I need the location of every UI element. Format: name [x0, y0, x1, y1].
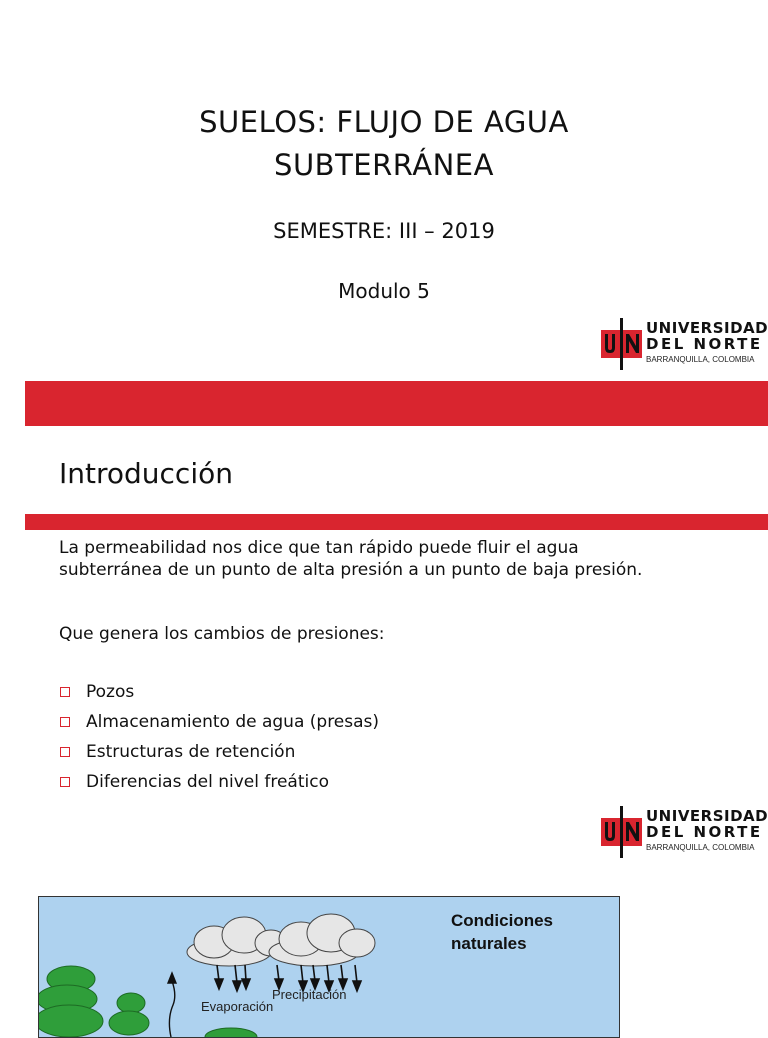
- paragraph-line-2: subterránea de un punto de alta presión a un punto de baja presión.: [59, 560, 643, 580]
- bullet-list: [59, 677, 379, 797]
- logo-text-line1: UNIVERSIDAD: [646, 319, 768, 337]
- cloud-icon: [187, 914, 375, 966]
- question-text: Que genera los cambios de presiones:: [59, 624, 385, 644]
- list-item: Pozos: [59, 677, 379, 707]
- square-bullet-icon: [60, 717, 70, 727]
- paragraph-line-1: La permeabilidad nos dice que tan rápido puede fluir el agua: [59, 538, 579, 558]
- diagram-title: Condiciones naturales: [451, 911, 554, 953]
- un-emblem-icon: [600, 318, 644, 370]
- logo-text-line2: DEL NORTE: [646, 335, 763, 353]
- square-bullet-icon: [60, 687, 70, 697]
- diagram-slide: [0, 870, 768, 1024]
- intro-slide: [0, 385, 768, 870]
- list-item: Estructuras de retención: [59, 737, 379, 767]
- title-line-1: SUELOS: FLUJO DE AGUA: [199, 105, 569, 139]
- module-label: Modulo 5: [338, 279, 430, 303]
- un-emblem-icon: [600, 806, 644, 858]
- square-bullet-icon: [60, 777, 70, 787]
- square-bullet-icon: [60, 747, 70, 757]
- heading-red-band: [25, 514, 768, 530]
- section-heading: Introducción: [59, 457, 233, 490]
- evaporation-label: Evaporación: [201, 999, 274, 1014]
- intro-paragraph: [59, 537, 642, 581]
- logo-text-line1: UNIVERSIDAD: [646, 807, 768, 825]
- precipitation-label: Precipitación: [272, 987, 347, 1002]
- top-red-band: [25, 381, 768, 426]
- title-line-2: SUBTERRÁNEA: [274, 148, 494, 182]
- university-logo: [600, 318, 768, 370]
- semester-label: SEMESTRE: III – 2019: [273, 219, 495, 243]
- list-item: Almacenamiento de agua (presas): [59, 707, 379, 737]
- logo-text-line2: DEL NORTE: [646, 823, 763, 841]
- list-item: Diferencias del nivel freático: [59, 767, 379, 797]
- logo-text-line3: BARRANQUILLA, COLOMBIA: [646, 843, 755, 852]
- water-cycle-diagram: [38, 896, 620, 1038]
- university-logo: [600, 806, 768, 858]
- title-slide: [0, 0, 768, 385]
- evaporation-arrow-icon: [168, 973, 176, 1037]
- logo-text-line3: BARRANQUILLA, COLOMBIA: [646, 355, 755, 364]
